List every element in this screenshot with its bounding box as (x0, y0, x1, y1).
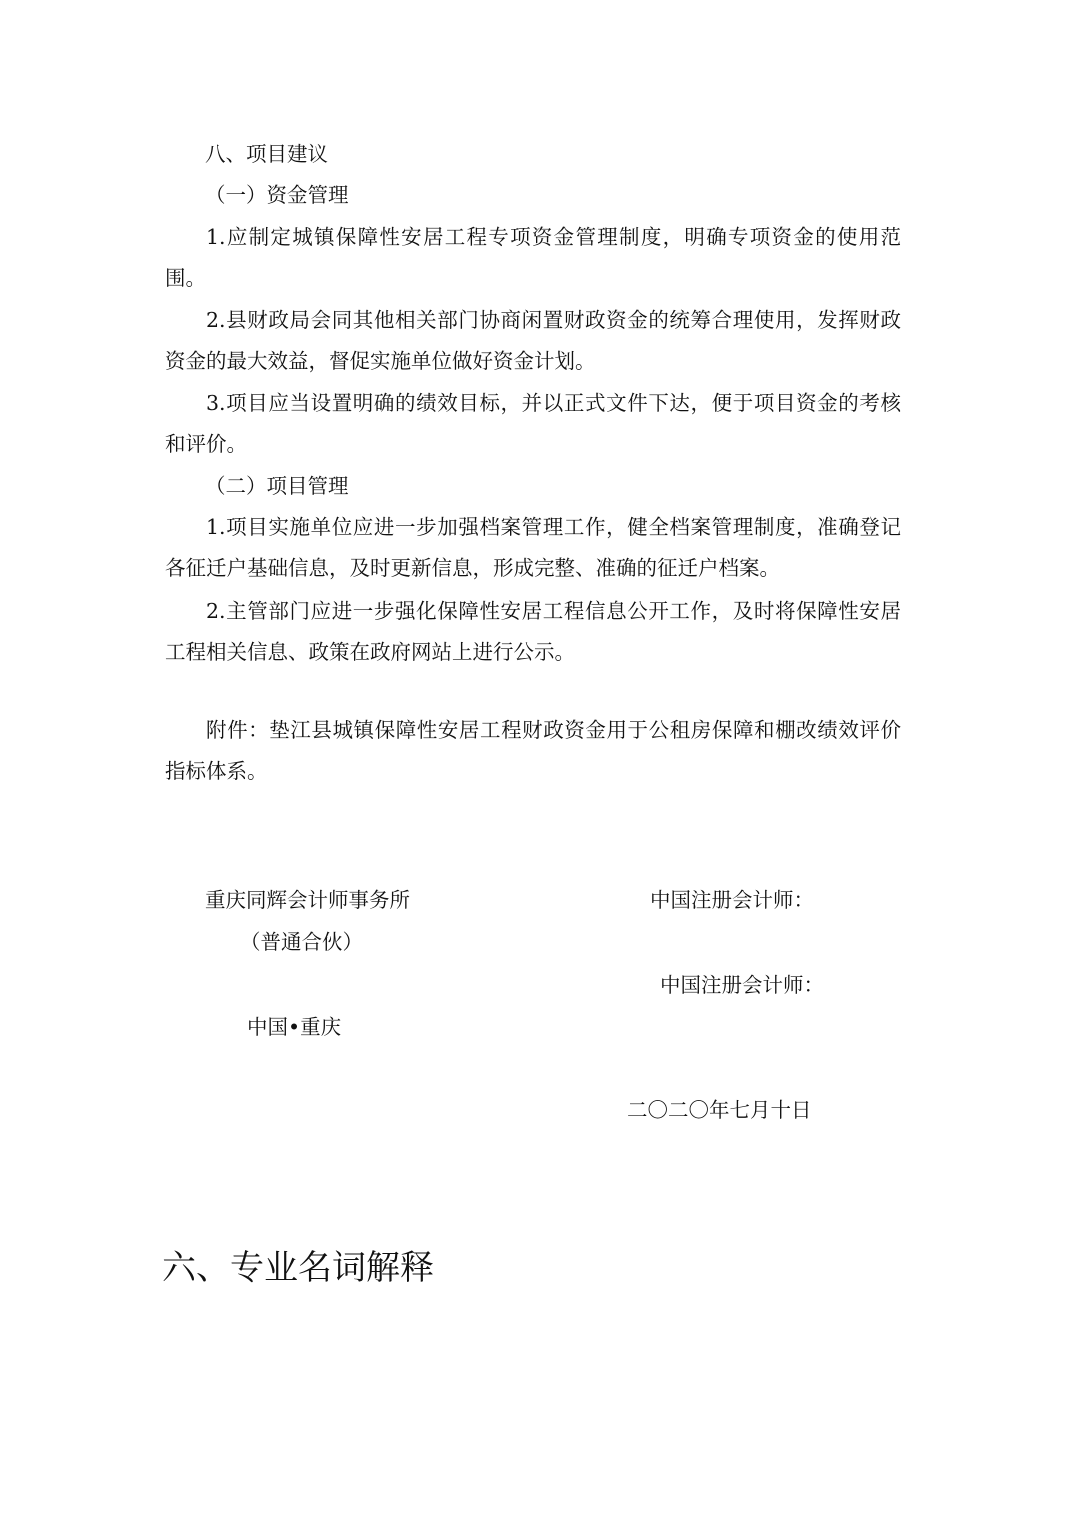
cpa-signature-1: 中国注册会计师： (650, 888, 814, 912)
fund-item-1: 1.应制定城镇保障性安居工程专项资金管理制度，明确专项资金的使用范围。 (165, 225, 901, 290)
report-date: 二〇二〇年七月十日 (627, 1098, 812, 1122)
project-item-2: 2.主管部门应进一步强化保障性安居工程信息公开工作，及时将保障性安居工程相关信息、政策在政府网站上进行公示。 (165, 599, 901, 664)
project-item-1: 1.项目实施单位应进一步加强档案管理工作，健全档案管理制度，准确登记各征迁户基础信息，及时更新信息，形成完整、准确的征迁户档案。 (165, 515, 901, 580)
firm-type: （普通合伙） (240, 930, 363, 954)
cpa-signature-2: 中国注册会计师： (660, 973, 824, 997)
fund-item-3: 3.项目应当设置明确的绩效目标，并以正式文件下达，便于项目资金的考核和评价。 (165, 391, 901, 456)
section-heading: 八、项目建议 (205, 142, 328, 166)
fund-item-2: 2.县财政局会同其他相关部门协商闲置财政资金的统筹合理使用，发挥财政资金的最大效益，督促实施单位做好资金计划。 (165, 308, 901, 373)
subsection-title-project-management: （二）项目管理 (205, 474, 349, 498)
firm-name: 重庆同辉会计师事务所 (205, 888, 410, 912)
attachment-note: 附件：垫江县城镇保障性安居工程财政资金用于公租房保障和棚改绩效评价指标体系。 (165, 718, 901, 783)
next-section-heading: 六、专业名词解释 (162, 1248, 434, 1288)
subsection-title-fund-management: （一）资金管理 (205, 183, 349, 207)
firm-location: 中国•重庆 (247, 1015, 342, 1039)
